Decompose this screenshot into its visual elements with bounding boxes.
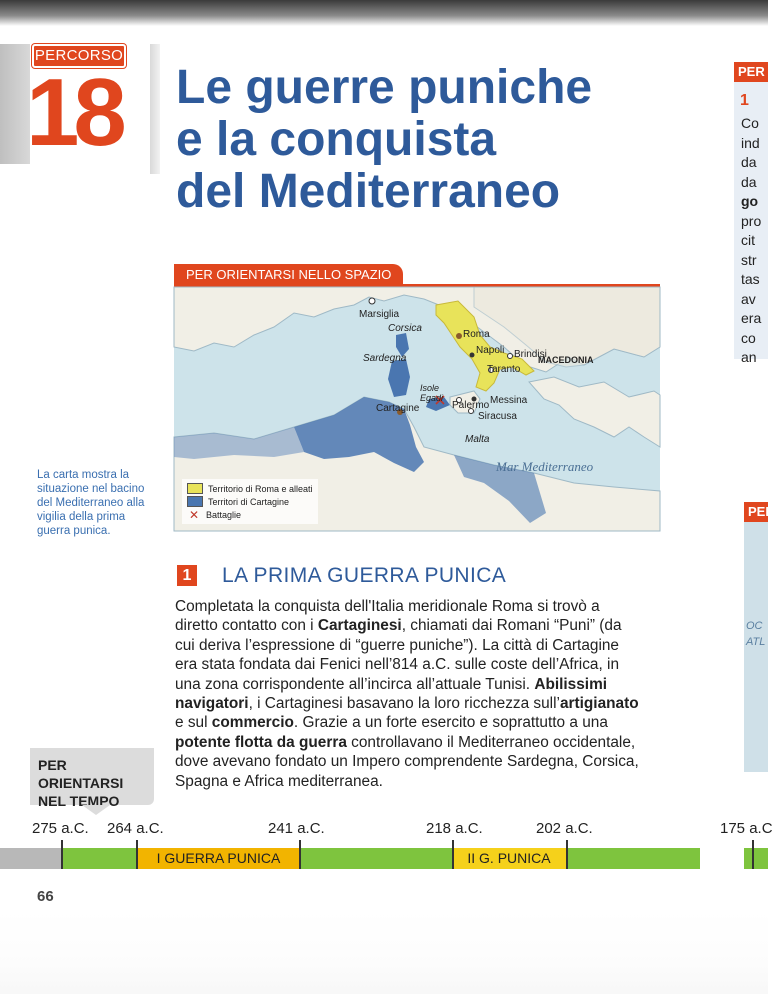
timeline-year: 202 a.C. [536, 820, 593, 837]
mediterranean-map [174, 287, 660, 531]
right-page-fragment: str [741, 251, 757, 268]
body-line: navigatori, i Cartaginesi basavano la loro ricchezza sull’artigianato [175, 694, 639, 712]
legend-label: Battaglie [206, 509, 242, 520]
map-label-palermo: Palermo [452, 400, 490, 411]
timeline-gutter [700, 848, 744, 869]
right-page-fragment: da [741, 154, 757, 170]
section-body [175, 597, 650, 791]
map-legend [182, 479, 318, 524]
right-page-fragment: era [741, 310, 762, 326]
right-page-fragment: go [741, 193, 759, 209]
map-label-isole-egadi: Isole Egadi [420, 383, 444, 403]
title-line-1: Le guerre puniche [176, 61, 593, 114]
timeline-bar-start [0, 848, 62, 869]
timeline-segment-second-punic-war: II G. PUNICA [452, 848, 566, 869]
chapter-label: PERCORSO [32, 44, 126, 68]
scan-edge-top [0, 0, 768, 30]
timeline-year: 218 a.C. [426, 820, 483, 837]
body-line: potente flotta da guerra controllavano il Mediterraneo occidentale, [175, 733, 636, 751]
timeline-year: 175 a.C [720, 820, 773, 837]
timeline-year: 264 a.C. [107, 820, 164, 837]
right-page-text [741, 114, 768, 368]
time-badge-line: NEL TEMPO [38, 793, 120, 809]
map-label-corsica: Corsica [388, 323, 422, 334]
map-label-sea: Mar Mediterraneo [496, 459, 594, 474]
body-line: dove avevano fondato un Impero comprendente Sardegna, Corsica, [175, 753, 639, 771]
map-label-taranto: Taranto [487, 364, 521, 375]
body-line: era stata fondata dai Fenici nell’814 a.C. sulle coste dell’Africa, in [175, 656, 620, 674]
map-label-sardegna: Sardegna [363, 353, 407, 364]
right-page-tag: PER [734, 62, 768, 82]
right-page-tag-2: PER [744, 502, 768, 522]
body-line: Completata la conquista dell'Italia meridionale Roma si trovò a [175, 598, 600, 615]
timeline-segment-first-punic-war: I GUERRA PUNICA [137, 848, 300, 869]
map-label-messina: Messina [490, 395, 528, 406]
time-badge-line: PER ORIENTARSI [38, 757, 124, 791]
legend-label: Territori di Cartagine [208, 496, 290, 507]
timeline-tick [566, 840, 568, 869]
right-page-map [744, 522, 768, 772]
time-badge-arrow [82, 805, 110, 815]
right-page-number: 1 [740, 92, 749, 109]
body-line: Spagna e Africa mediterranea. [175, 772, 383, 790]
legend-label: Territorio di Roma e alleati [208, 483, 313, 494]
time-orientation-badge [30, 748, 154, 809]
timeline-tick [452, 840, 454, 869]
body-line: una zona corrispondente all’incirca all’attuale Tunisi. Abilissimi [175, 675, 608, 693]
map-label-macedonia: MACEDONIA [538, 355, 594, 365]
legend-item [187, 495, 313, 508]
body-line: cui deriva l’espressione di “guerre puniche”). La città di Cartagine [175, 636, 619, 654]
right-page-fragment: pro [741, 212, 762, 229]
legend-swatch-carthage [187, 496, 203, 507]
chapter-divider [150, 44, 160, 174]
map-label-napoli: Napoli [476, 345, 505, 356]
timeline-tick [61, 840, 63, 869]
timeline-bar [0, 848, 768, 869]
timeline-tick [136, 840, 138, 869]
map-caption: La carta mostra la situazione nel bacino del Mediterraneo alla vigilia della prima guerra punica. [37, 469, 145, 537]
section-number: 1 [177, 565, 197, 586]
legend-item [187, 508, 313, 521]
right-page-fragment: ind [741, 134, 760, 151]
body-line: e sul commercio. Grazie a un forte esercito e soprattutto a una [175, 714, 608, 732]
chapter-number: 18 [26, 59, 121, 166]
right-page-fragment: Co [741, 115, 759, 131]
right-page-fragment: cit [741, 232, 755, 248]
section-title: LA PRIMA GUERRA PUNICA [222, 564, 507, 587]
map-label-roma: Roma [463, 329, 490, 340]
legend-item [187, 482, 313, 495]
map-label-brindisi: Brindisi [514, 349, 547, 360]
timeline-year: 275 a.C. [32, 820, 89, 837]
map-label-malta: Malta [465, 434, 490, 445]
title-line-3: del Mediterraneo [176, 165, 561, 218]
map-label-siracusa: Siracusa [478, 411, 517, 422]
right-map-label: ATL [746, 636, 766, 648]
map-label-marsiglia: Marsiglia [359, 309, 400, 320]
right-page-fragment: da [741, 173, 757, 190]
timeline-year: 241 a.C. [268, 820, 325, 837]
timeline-tick [299, 840, 301, 869]
timeline-tick [752, 840, 754, 869]
right-page-fragment: co [741, 329, 756, 346]
body-line: diretto contatto con i Cartaginesi, chiamati dai Romani “Puni” (da [175, 617, 622, 635]
map-label-cartagine: Cartagine [376, 403, 420, 414]
map-section-tag: PER ORIENTARSI NELLO SPAZIO [174, 264, 403, 285]
page-number: 66 [37, 888, 54, 905]
right-page-fragment: an [741, 349, 757, 365]
battle-cross-icon: ✕ [188, 507, 200, 522]
right-page-fragment: tas [741, 271, 760, 287]
right-page-fragment: av [741, 290, 756, 307]
chapter-title [176, 62, 646, 218]
legend-swatch-rome [187, 483, 203, 494]
title-line-2: e la conquista [176, 113, 497, 166]
scan-edge-bottom [0, 910, 768, 994]
right-map-label: OC [746, 620, 763, 632]
